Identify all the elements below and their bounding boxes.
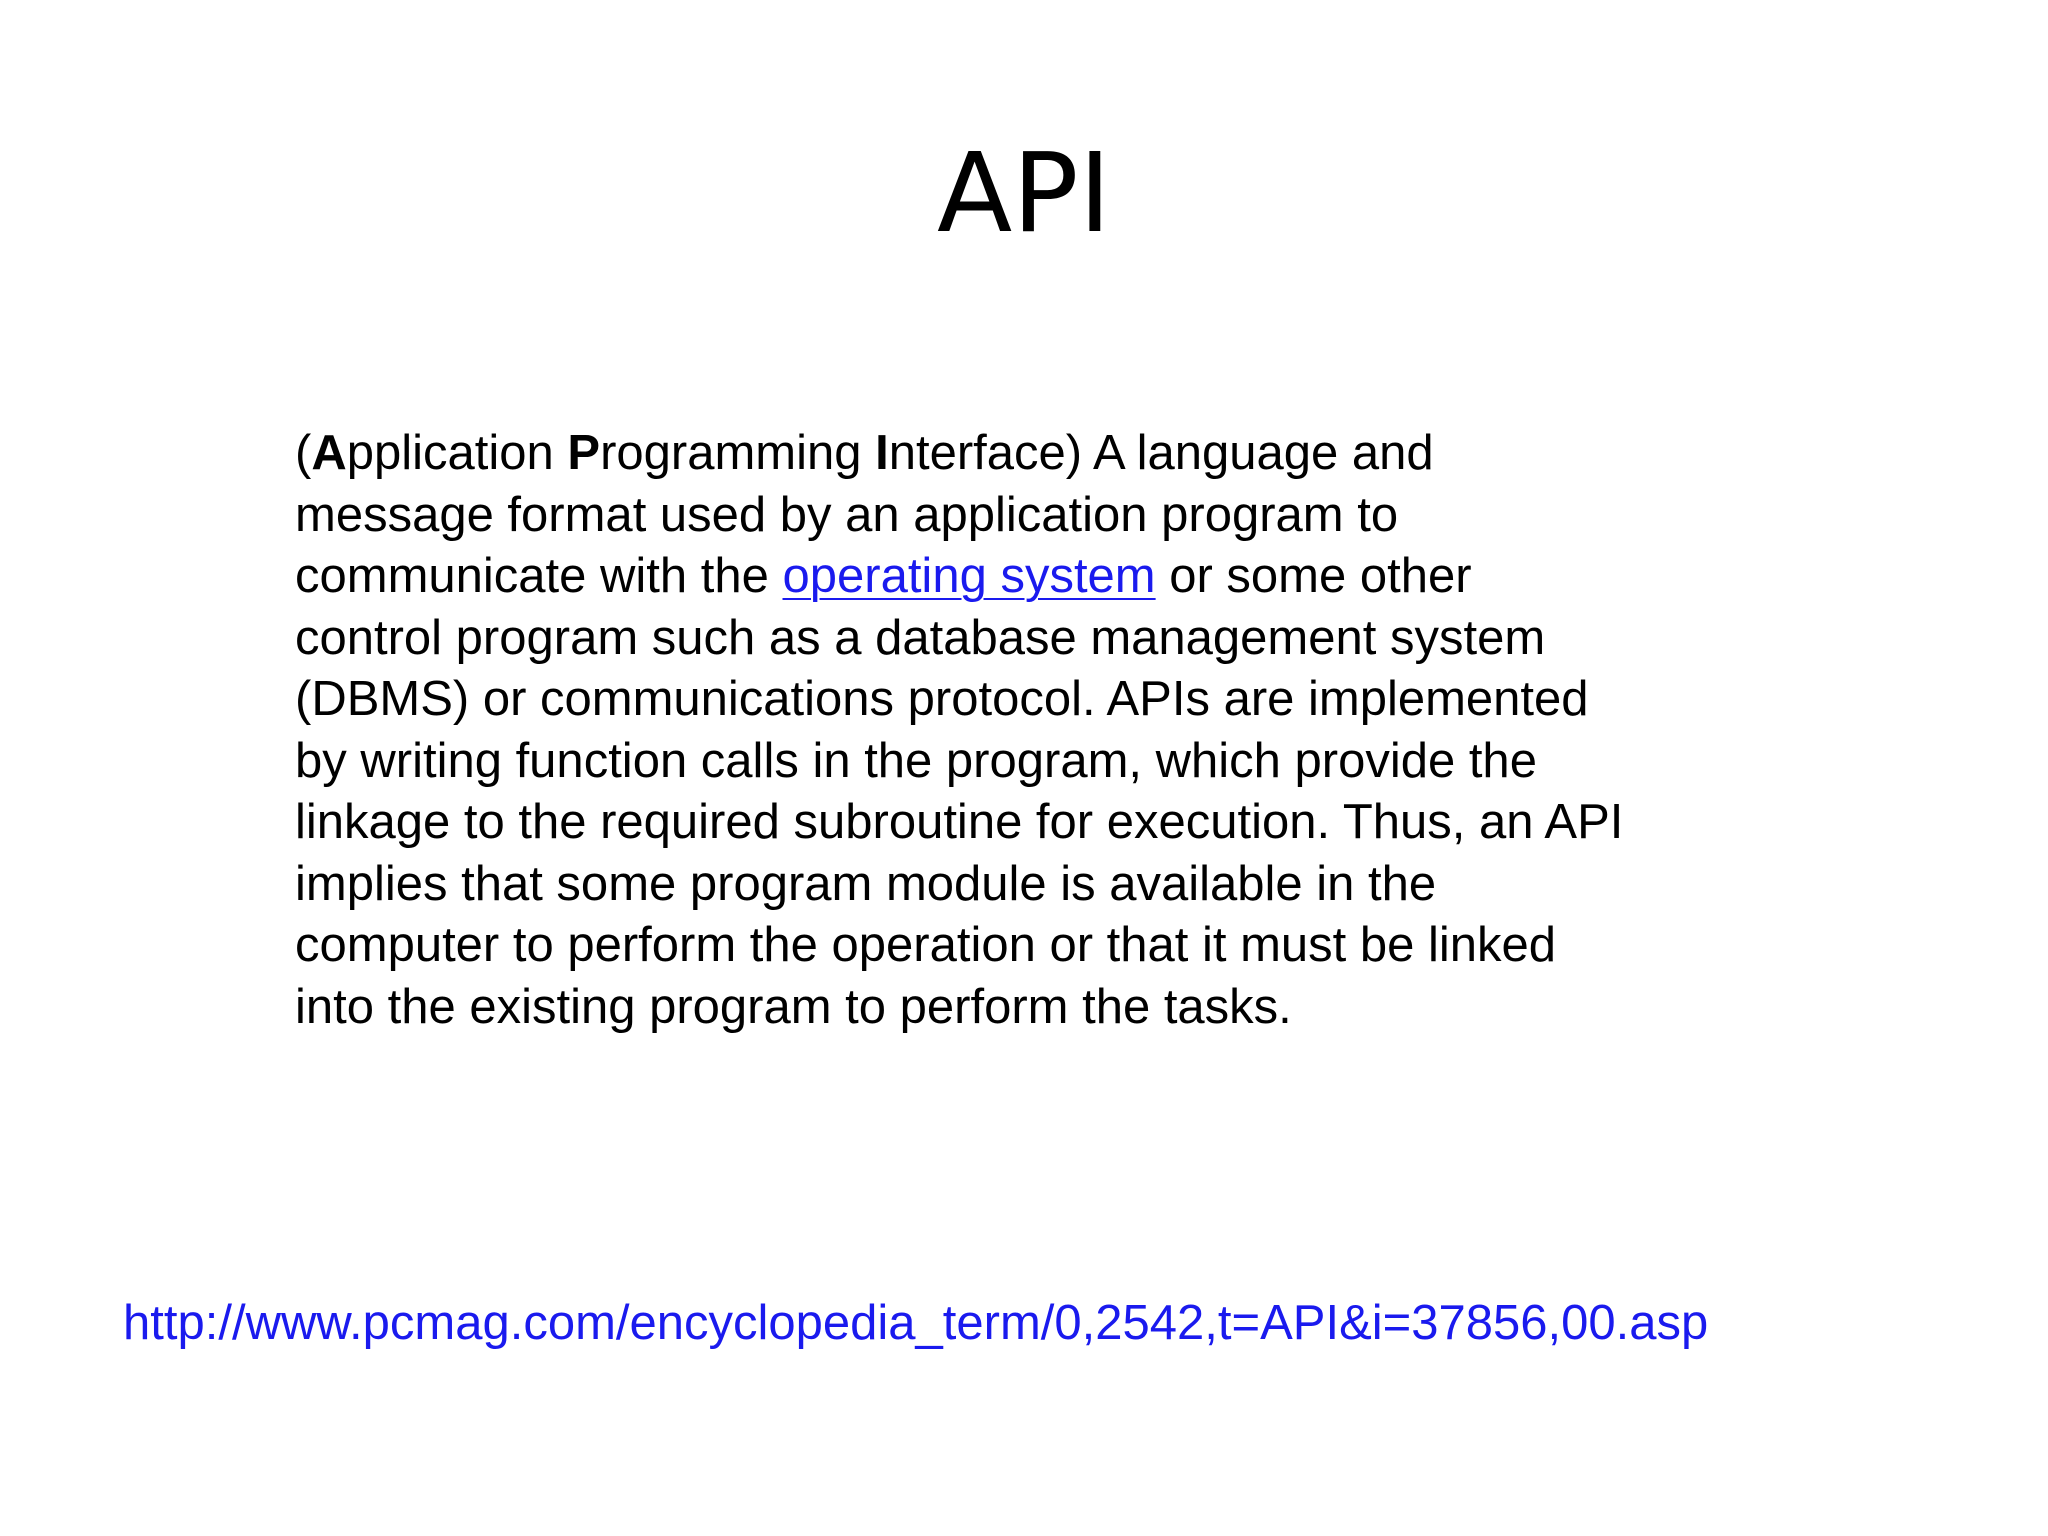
text-fragment: pplication bbox=[346, 426, 568, 480]
body-line-6: by writing function calls in the program, which provide the bbox=[295, 733, 1537, 788]
body-line-2: message format used by an application program to bbox=[295, 487, 1399, 542]
definition-paragraph bbox=[295, 423, 1745, 1038]
body-line-8: implies that some program module is available in the bbox=[295, 856, 1437, 911]
text-fragment: or some other bbox=[1155, 549, 1472, 603]
source-url-link[interactable]: http://www.pcmag.com/encyclopedia_term/0,2542,t=API&i=37856,00.asp bbox=[123, 1296, 1709, 1350]
body-line-1 bbox=[295, 423, 1745, 485]
text-fragment: nterface) A language and bbox=[888, 426, 1434, 480]
text-fragment: communicate with the bbox=[295, 549, 783, 603]
text-fragment: rogramming bbox=[600, 426, 876, 480]
body-line-10: into the existing program to perform the tasks. bbox=[295, 979, 1292, 1034]
bold-letter: I bbox=[875, 426, 889, 480]
bold-letter: P bbox=[567, 426, 601, 480]
body-line-3 bbox=[295, 546, 1745, 608]
text-fragment: ( bbox=[295, 426, 312, 480]
bold-letter: A bbox=[311, 426, 347, 480]
body-line-7: linkage to the required subroutine for execution. Thus, an API bbox=[295, 795, 1624, 849]
operating-system-link[interactable]: operating system bbox=[782, 549, 1156, 603]
body-line-5: (DBMS) or communications protocol. APIs are implemented bbox=[295, 672, 1589, 726]
slide-title: API bbox=[936, 129, 1112, 257]
body-line-9: computer to perform the operation or that it must be linked bbox=[295, 918, 1557, 972]
body-line-4: control program such as a database management system bbox=[295, 610, 1546, 665]
